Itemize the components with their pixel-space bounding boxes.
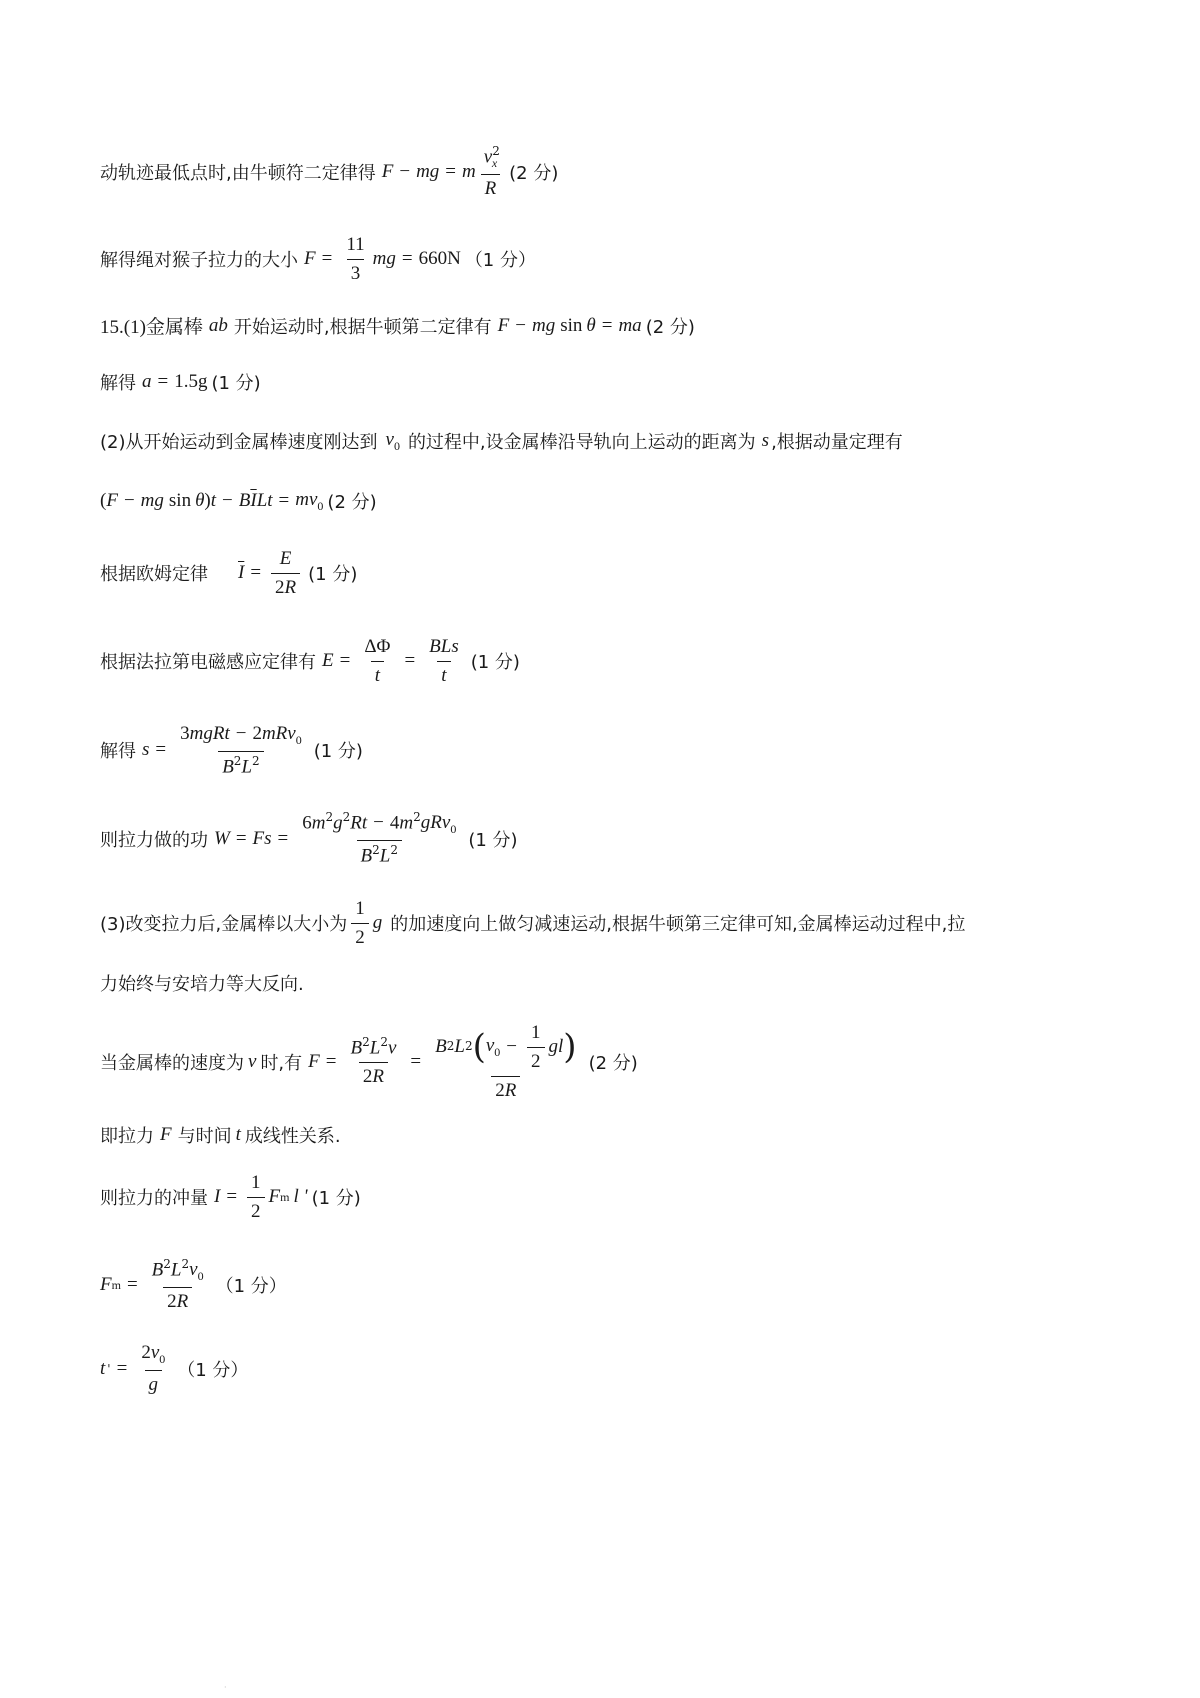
line-text: 力始终与安培力等大反向. bbox=[100, 974, 304, 995]
solution-line-7: 根据欧姆定律 $\overline{I}$ = $\frac{E}{2R}$ (1 分) bbox=[100, 548, 358, 598]
score: (2 分) bbox=[509, 163, 559, 185]
solution-line-1: 动轨迹最低点时,由牛顿符二定律得 F − mg = m $\frac{v^2_x}{R}$ (2 分) bbox=[100, 144, 559, 199]
line-text: 15.(1)金属棒 bbox=[100, 317, 203, 338]
line-text: 当金属棒的速度为 bbox=[100, 1052, 244, 1074]
line-text: 根据法拉第电磁感应定律有 bbox=[100, 652, 316, 674]
fraction: $\frac{v^2_x}{R}$ bbox=[480, 145, 501, 200]
solution-line-13: 当金属棒的速度为 v 时,有 F = $\frac{B^2L^2v}{2R}$ = B 2 L 2 ( $v_0$ − $\frac{1}{2}$ gl ) 2R (2 分) bbox=[100, 1022, 638, 1101]
fraction: $\frac{1}{2}$ bbox=[351, 898, 369, 949]
score: (2 分) bbox=[645, 316, 695, 338]
line-text: 与时间 bbox=[177, 1126, 232, 1147]
page-mark: · bbox=[224, 1683, 227, 1692]
score: (1 分) bbox=[308, 564, 358, 586]
fraction: $\frac{3mgRt - 2mRv_0}{B^2L^2}$ bbox=[180, 723, 302, 777]
solution-line-11: (3)改变拉力后,金属棒以大小为 $\frac{1}{2}$ g 的加速度向上做匀减速运动,根据牛顿第三定律可知,金属棒运动过程中,拉 bbox=[100, 898, 966, 948]
line-text: (3)改变拉力后,金属棒以大小为 bbox=[100, 914, 348, 936]
score: (1 分) bbox=[470, 652, 520, 674]
line-text: 根据欧姆定律 bbox=[100, 564, 208, 586]
solution-line-3: 15.(1)金属棒 ab 开始运动时,根据牛顿第二定律有 F − mg sin θ = ma (2 分) bbox=[100, 312, 695, 339]
math: F bbox=[381, 161, 394, 183]
score: (1 分) bbox=[311, 1188, 361, 1210]
rod-label: ab bbox=[208, 314, 228, 336]
score: （1 分） bbox=[215, 1276, 287, 1298]
line-text: (2)从开始运动到金属棒速度刚达到 bbox=[100, 432, 378, 453]
fraction: $\frac{\Delta\Phi}{t}$ bbox=[364, 636, 391, 686]
fraction: $\frac{11}{3}$ bbox=[346, 234, 365, 284]
fraction: B 2 L 2 ( $v_0$ − $\frac{1}{2}$ gl ) 2R bbox=[435, 1022, 577, 1101]
solution-line-10: 则拉力做的功 W = Fs = $\frac{6m^2g^2Rt - 4m^2gRv_0}{B^2L^2}$ (1 分) bbox=[100, 810, 518, 867]
line-text: 则拉力做的功 bbox=[100, 830, 208, 852]
line-text: 开始运动时,根据牛顿第二定律有 bbox=[233, 316, 492, 338]
line-text: ,根据动量定理有 bbox=[771, 432, 903, 453]
solution-line-16: F m = $\frac{B^2L^2v_0}{2R}$ （1 分） bbox=[100, 1257, 287, 1312]
line-text: 成线性关系. bbox=[244, 1126, 341, 1147]
line-text: 即拉力 bbox=[100, 1126, 154, 1147]
solution-line-14: 即拉力 F 与时间 t 成线性关系. bbox=[100, 1124, 341, 1147]
score: (1 分) bbox=[313, 741, 363, 763]
fraction: $\frac{2v_0}{g}$ bbox=[141, 1342, 166, 1395]
line-text: 时,有 bbox=[260, 1052, 303, 1074]
solution-line-12 bbox=[100, 970, 304, 996]
score: (2 分) bbox=[588, 1052, 638, 1074]
line-text: 解得绳对猴子拉力的大小 bbox=[100, 250, 298, 272]
score: (1 分) bbox=[211, 373, 261, 394]
line-text: 的过程中,设金属棒沿导轨向上运动的距离为 bbox=[407, 432, 756, 453]
solution-line-17: t ' = $\frac{2v_0}{g}$ （1 分） bbox=[100, 1342, 249, 1395]
solution-line-4: 解得 a = 1.5g (1 分) bbox=[100, 371, 261, 394]
solution-line-2: 解得绳对猴子拉力的大小 F = $\frac{11}{3}$ mg = 660N （1 分） bbox=[100, 234, 536, 284]
fraction: $\frac{B^2L^2v_0}{2R}$ bbox=[151, 1257, 204, 1312]
line-text: 动轨迹最低点时,由牛顿符二定律得 bbox=[100, 163, 376, 185]
score: （1 分） bbox=[177, 1359, 249, 1381]
line-text: 的加速度向上做匀减速运动,根据牛顿第三定律可知,金属棒运动过程中,拉 bbox=[390, 914, 966, 936]
solution-line-5: (2)从开始运动到金属棒速度刚达到 $v_0$ 的过程中,设金属棒沿导轨向上运动的距离为 s ,根据动量定理有 bbox=[100, 428, 903, 453]
line-text: 则拉力的冲量 bbox=[100, 1188, 208, 1210]
solution-line-9: 解得 s = $\frac{3mgRt - 2mRv_0}{B^2L^2}$ (1 分) bbox=[100, 723, 363, 777]
line-text: 解得 bbox=[100, 741, 136, 763]
solution-line-6: ( F − mg sin θ ) t − B $\overline{I}$ Lt = $mv_0$ (2 分) bbox=[100, 488, 377, 513]
force-value: 660N bbox=[418, 248, 461, 270]
fraction: $\frac{B^2L^2v}{2R}$ bbox=[350, 1034, 397, 1087]
fraction: $\frac{1}{2}$ bbox=[247, 1172, 265, 1223]
score: (2 分) bbox=[327, 492, 377, 513]
solution-line-15: 则拉力的冲量 I = $\frac{1}{2}$ F m l ' (1 分) bbox=[100, 1172, 361, 1222]
solution-line-8: 根据法拉第电磁感应定律有 E = $\frac{\Delta\Phi}{t}$ = $\frac{\text{BLs}}{t}$ (1 分) bbox=[100, 636, 520, 686]
fraction: $\frac{E}{2R}$ bbox=[271, 548, 300, 599]
fraction: $\frac{\text{BLs}}{t}$ bbox=[429, 636, 459, 686]
fraction: $\frac{6m^2g^2Rt - 4m^2gRv_0}{B^2L^2}$ bbox=[302, 810, 457, 867]
line-text: 解得 bbox=[100, 373, 136, 394]
accel-value: 1.5g bbox=[174, 371, 208, 392]
score: (1 分) bbox=[468, 830, 518, 852]
score: （1 分） bbox=[464, 250, 536, 272]
